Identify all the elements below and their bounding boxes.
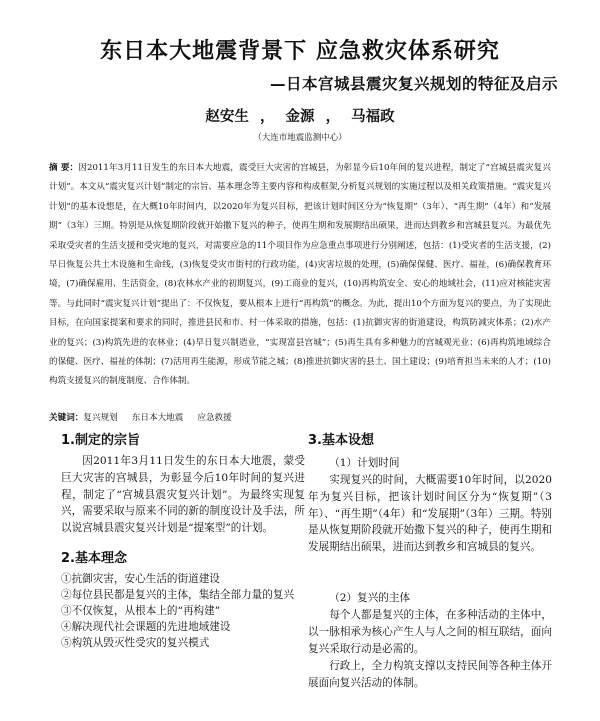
keyword: 复兴规划	[83, 413, 118, 423]
affiliation: （大连市地震监测中心）	[253, 133, 347, 143]
subsection-heading: （2）复兴的主体	[329, 592, 411, 604]
author-name: 赵安生	[205, 109, 249, 125]
list-item: ④解决现代社会课题的先进地域建设	[61, 620, 231, 633]
section-body: 每个人都是复兴的主体，在多种活动的主体中，以一脉相承为核心产生人与人之间的相互联结，面向复兴采取行动是必需的。	[308, 609, 552, 655]
abstract-text: 因2011年3月11日发生的东日本大地震，震受巨大灾害的宫城县，为彰显今后10年间的复兴进程，制定了“宫城县震灾复兴计划”。本文从“震灾复兴计划”制定的宗旨、基本理念等主要内容和构成框架,分析复兴规划的实施过程以及相关政策措施。“震灾复兴计划”的基本设想是，在大概10年时间内，以2020年为复兴目标，把该计划时间区分为“恢复期”（3年）、“再生期”（4年）和“发展期”（3年）三期。特别是从恢复期阶段就开始撒下复兴的种子，使再生期和发展期结出硕果，进而达到教乡和宫城县复兴。为最优先采取受灾者的生活支援和受灾地的复兴，对需要应急的11个项目作为应急重点事项进行分别阐述，包括：(1)受灾者的生活支援，(2)早日恢复公共土木设施和生命线，(3)恢复受灾市街村的行政功能，(4)灾害垃圾的处理，(5)确保保健、医疗、福祉，(6)确保教育环境，(7)确保雇用、生活资金，(8)农林水产业的初期复兴，(9)工商业的复兴，(10)再构筑安全、安心的地域社会，(11)应对核能灾害等。与此同时“震灾复兴计划”提出了：不仅恢复，要从根本上进行“再构筑”的概念。为此，提出10个方面为复兴的要点，为了实现此目标，在向国家提案和要求的同时，推进县民和市、村一体采取的措施，包括：(1)抗御灾害的街道建设，构筑防减灾体系；(2)水产业的复兴；(3)构筑先进的农林业；(4)早日复兴制造业，“实现富县宫城”；(5)再生具有多种魅力的宫城观光业；(6)再构筑地域综合的保健、医疗、福祉的体制；(7)活用再生能源，形成节能之城；(8)推进抗御灾害的县土、国土建设；(9)培育担当未来的人才；(10)构筑支援复兴的制度制度、合作体制。	[49, 163, 551, 387]
list-item: ⑤构筑从毁灭性受灾的复兴模式	[61, 636, 210, 649]
paper-subtitle: —日本宫城县震灾复兴规划的特征及启示	[269, 75, 558, 93]
author-name: 金源	[285, 109, 315, 125]
subsection-heading: （1）计划时间	[329, 457, 400, 469]
abstract-label: 摘 要：	[49, 163, 79, 173]
section-heading: 3.基本设想	[308, 433, 374, 448]
list-item: ①抗御灾害，安心生活的街道建设	[61, 573, 220, 585]
abstract	[49, 159, 551, 392]
section-body: 实现复兴的时间，大概需要10年时间，以2020年为复兴目标，把该计划时间区分为“恢复期”（3年）、“再生期”（4年）和“发展期”（3年）三期。特别是从恢复期阶段就开始撒下复兴的种子，使再生期和发展期结出硕果，进而达到教乡和宫城县的复兴。	[308, 474, 552, 554]
list-item: ③不仅恢复，从根本上的“再构建”	[61, 604, 221, 617]
keyword: 东日本大地震	[131, 413, 184, 423]
list-item: ②每位县民都是复兴的主体，集结全部力量的复兴	[61, 588, 295, 601]
keywords-label: 关键词：	[49, 413, 84, 423]
section-heading: 1.制定的宗旨	[61, 433, 140, 448]
author-list	[0, 105, 600, 126]
principle-list	[61, 572, 305, 652]
keywords	[49, 409, 551, 428]
section-body: 行政上，全力构筑支撑以支持民间等各种主体开展面向复兴活动的体制。	[308, 660, 552, 689]
author-separator: ，	[259, 109, 275, 125]
section-body: 因2011年3月11日发生的东日本大地震，蒙受巨大灾害的宫城县，为彰显今后10年时间的复兴进程，制定了“宫城县震灾复兴计划”。为最终实现复兴，需要采取与原来不同的新的制度设计及手法，所以说宫城县震灾复兴计划是“提案型”的计划。	[61, 455, 305, 535]
paper-title: 东日本大地震背景下 应急救灾体系研究	[100, 39, 500, 64]
section-heading: 2.基本理念	[61, 551, 127, 566]
author-separator: ，	[325, 109, 341, 125]
author-name: 马福政	[351, 109, 395, 125]
keyword: 应急救援	[197, 413, 232, 423]
